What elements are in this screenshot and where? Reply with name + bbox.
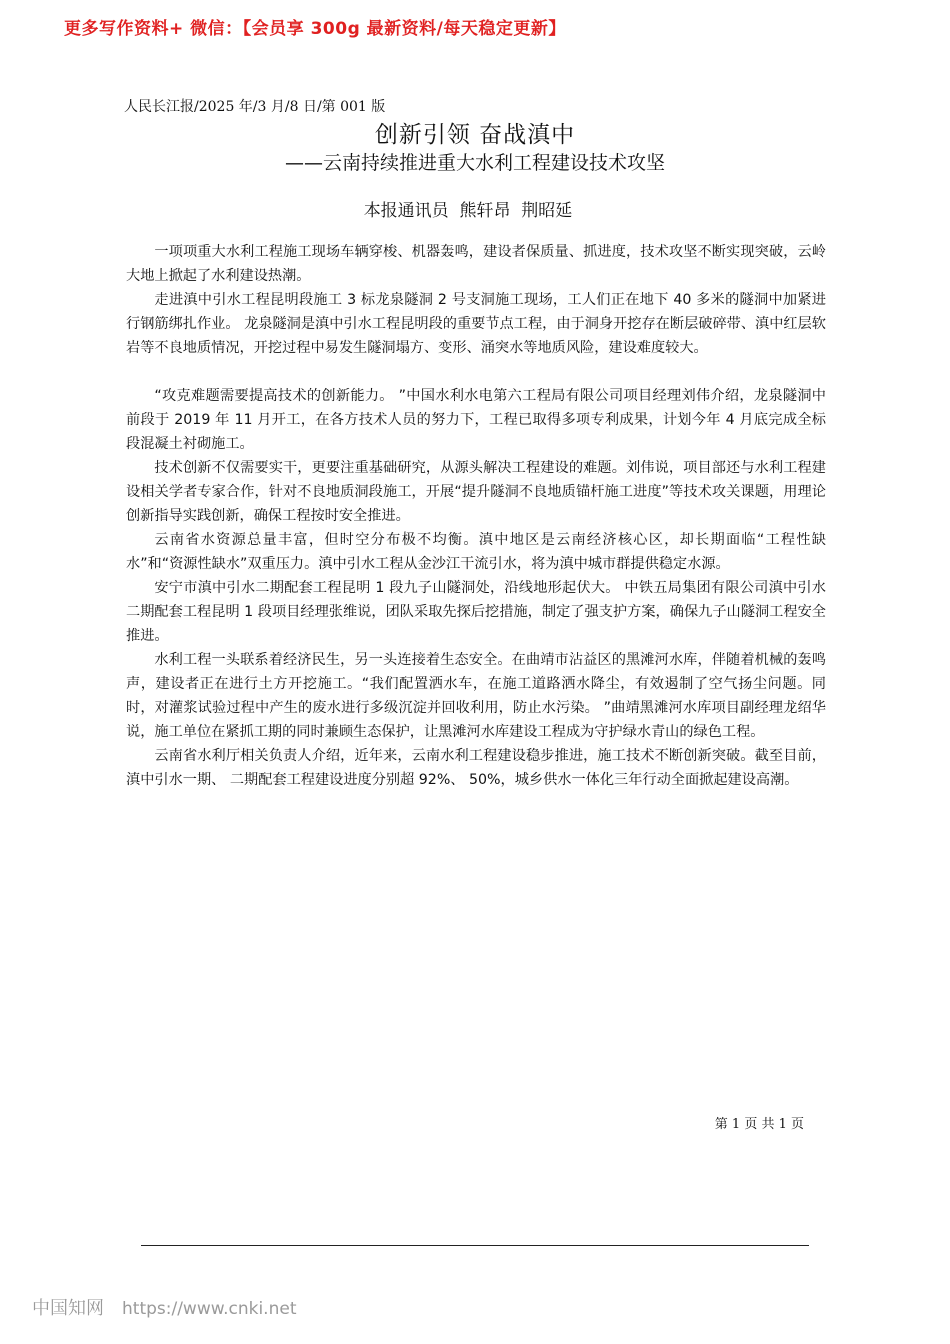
article-paragraph: 云南省水资源总量丰富，但时空分布极不均衡。滇中地区是云南经济核心区，却长期面临“工程性缺水”和“资源性缺水”双重压力。滇中引水工程从金沙江干流引水，将为滇中城市群提供稳定水源。 — [126, 532, 826, 572]
article-paragraph: “攻克难题需要提高技术的创新能力。 ”中国水利水电第六工程局有限公司项目经理刘伟介绍，龙泉隧洞中前段于 2019 年 11 月开工，在各方技术人员的努力下，工程已取得多项专利成果，计划今年 4 月底完成全标段混凝土衬砌施工。 — [126, 388, 826, 452]
watermark-site: https://www.cnki.net — [122, 1299, 297, 1319]
watermark-brand: 中国知网 — [32, 1298, 104, 1319]
cnki-watermark — [32, 1294, 296, 1320]
article-paragraph: 一项项重大水利工程施工现场车辆穿梭、机器轰鸣，建设者保质量、抓进度，技术攻坚不断实现突破，云岭大地上掀起了水利建设热潮。 — [126, 244, 826, 284]
article-body — [126, 240, 826, 792]
article-paragraph: 安宁市滇中引水二期配套工程昆明 1 段九子山隧洞处，沿线地形起伏大。 中铁五局集团有限公司滇中引水二期配套工程昆明 1 段项目经理张维说，团队采取先探后挖措施，制定了强支护方案，确保九子山隧洞工程安全推进。 — [126, 580, 826, 644]
promo-banner: 更多写作资料+ 微信：【会员享 300g 最新资料/每天稳定更新】 — [64, 19, 566, 39]
article-paragraph: 技术创新不仅需要实干，更要注重基础研究，从源头解决工程建设的难题。刘伟说，项目部还与水利工程建设相关学者专家合作，针对不良地质洞段施工，开展“提升隧洞不良地质锚杆施工进度”等技术攻关课题，用理论创新指导实践创新，确保工程按时安全推进。 — [126, 460, 826, 524]
article-paragraph: 水利工程一头联系着经济民生，另一头连接着生态安全。在曲靖市沾益区的黑滩河水库，伴随着机械的轰鸣声，建设者正在进行土方开挖施工。“我们配置洒水车，在施工道路洒水降尘，有效遏制了空气扬尘问题。同时，对灌浆试验过程中产生的废水进行多级沉淀并回收利用，防止水污染。 ”曲靖黑滩河水库项目副经理龙绍华说，施工单位在紧抓工期的同时兼顾生态保护，让黑滩河水库建设工程成为守护绿水青山的绿色工程。 — [126, 652, 826, 740]
article-paragraph: 云南省水利厅相关负责人介绍，近年来，云南水利工程建设稳步推进，施工技术不断创新突破。截至目前，滇中引水一期、 二期配套工程建设进度分别超 92%、 50%，城乡供水一体化三年行动全面掀起建设高潮。 — [126, 748, 826, 788]
publication-source: 人民长江报/2025 年/3 月/8 日/第 001 版 — [124, 99, 386, 115]
article-title: 创新引领 奋战滇中 — [374, 122, 576, 148]
footer-divider — [141, 1245, 809, 1246]
article-byline: 本报通讯员 熊轩昂 荆昭延 — [363, 201, 573, 221]
page-number: 第 1 页 共 1 页 — [714, 1117, 804, 1132]
article-paragraph: 走进滇中引水工程昆明段施工 3 标龙泉隧洞 2 号支洞施工现场，工人们正在地下 40 多米的隧洞中加紧进行钢筋绑扎作业。 龙泉隧洞是滇中引水工程昆明段的重要节点工程，由于洞身开挖存在断层破碎带、滇中红层软岩等不良地质情况，开挖过程中易发生隧洞塌方、变形、涌突水等地质风险，建设难度较大。 — [126, 292, 826, 356]
article-subtitle: ——云南持续推进重大水利工程建设技术攻坚 — [284, 152, 665, 174]
